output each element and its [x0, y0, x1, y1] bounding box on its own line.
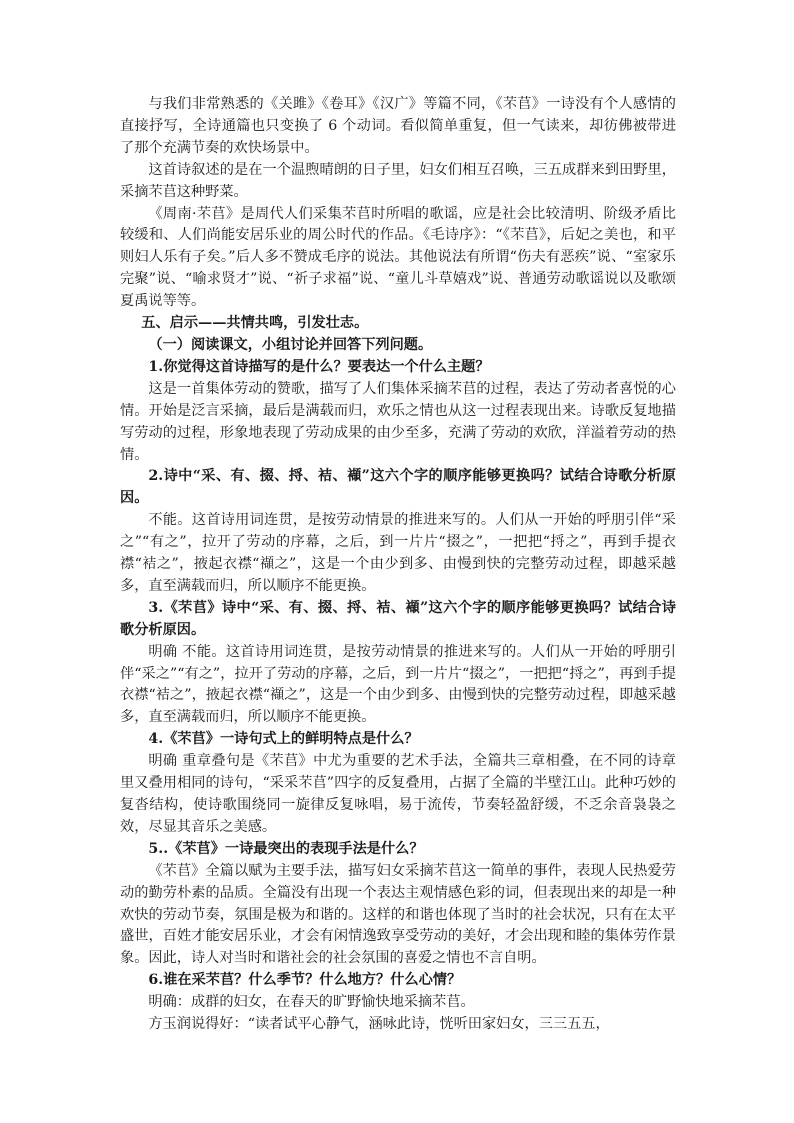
question-6: 6.谁在采芣苢？什么季节？什么地方？什么心情？ — [148, 972, 462, 989]
question-5: 5..《芣苢》一诗最突出的表现手法是什么？ — [148, 840, 424, 857]
answer-1: 这是一首集体劳动的赞歌，描写了人们集体采摘芣苢的过程，表达了劳动者喜悦的心情。开始是泛言采摘，最后是满载而归，欢乐之情也从这一过程表现出来。诗歌反复地描写劳动的过程，形象地表现了劳动成果的由少至多，充满了劳动的欢欣，洋溢着劳动的热情。 — [120, 380, 676, 463]
paragraph-quote: 方玉润说得好：“读者试平心静气，涵咏此诗，恍听田家妇女，三三五五， — [148, 1016, 610, 1033]
paragraph-narration: 这首诗叙述的是在一个温煦晴朗的日子里，妇女们相互召唤，三五成群来到田野里，采摘芣苢这种野菜。 — [120, 161, 676, 200]
paragraph-background: 《周南·芣苢》是周代人们采集芣苢时所唱的歌谣，应是社会比较清明、阶级矛盾比较缓和、人们尚能安居乐业的周公时代的作品。《毛诗序》：“《芣苢》，后妃之美也，和平则妇人乐有子矣。”后人多不赞成毛序的说法。其他说法有所谓“伤夫有恶疾”说、“室家乐完聚”说、“喻求贤才”说、“祈子求福”说、“童儿斗草嬉戏”说、普通劳动歌谣说以及歌颂夏禹说等等。 — [120, 205, 676, 310]
question-2: 2.诗中“采、有、掇、捋、袺、襭”这六个字的顺序能够更换吗？试结合诗歌分析原因。 — [120, 468, 676, 507]
subsection-heading: （一）阅读课文，小组讨论并回答下列问题。 — [148, 336, 433, 353]
answer-6: 明确：成群的妇女，在春天的旷野愉快地采摘芣苢。 — [148, 994, 475, 1011]
paragraph-intro: 与我们非常熟悉的《关雎》《卷耳》《汉广》等篇不同，《芣苢》一诗没有个人感情的直接抒写，全诗通篇也只变换了 6 个动词。看似简单重复，但一气读来，却彷佛被带进了那个充满节奏的欢快场景中。 — [120, 96, 676, 156]
answer-4: 明确 重章叠句是《芣苢》中尤为重要的艺术手法，全篇共三章相叠，在不同的诗章里又叠用相同的诗句，“采采芣苢”四字的反复叠用，占据了全篇的半壁江山。此种巧妙的复沓结构，使诗歌围绕同一旋律反复咏唱，易于流传，节奏轻盈舒缓，不乏余音袅袅之效，尽显其音乐之美感。 — [120, 753, 676, 835]
section-heading: 五、启示——共情共鸣，引发壮志。 — [141, 315, 369, 332]
document-body — [120, 94, 676, 1036]
question-3: 3.《芣苢》诗中“采、有、掇、捋、袺、襭”这六个字的顺序能够更换吗？试结合诗歌分析原因。 — [120, 599, 676, 638]
question-1: 1.你觉得这首诗描写的是什么？要表达一个什么主题？ — [148, 358, 490, 375]
question-4: 4.《芣苢》一诗句式上的鲜明特点是什么？ — [148, 731, 419, 748]
answer-3: 明确 不能。这首诗用词连贯，是按劳动情景的推进来写的。人们从一开始的呼朋引伴“采之”“有之”，拉开了劳动的序幕，之后，到一片片“掇之”，一把把“捋之”，再到手提衣襟“袺之”，掖起衣襟“襭之”，这是一个由少到多、由慢到快的完整劳动过程，即越采越多，直至满载而归，所以顺序不能更换。 — [120, 643, 676, 726]
answer-2: 不能。这首诗用词连贯，是按劳动情景的推进来写的。人们从一开始的呼朋引伴“采之”“有之”，拉开了劳动的序幕，之后，到一片片“掇之”，一把把“捋之”，再到手提衣襟“袺之”，掖起衣襟“襭之”，这是一个由少到多、由慢到快的完整劳动过程，即越采越多，直至满载而归，所以顺序不能更换。 — [120, 512, 676, 594]
answer-5: 《芣苢》全篇以赋为主要手法，描写妇女采摘芣苢这一简单的事件，表现人民热爱劳动的勤劳朴素的品质。全篇没有出现一个表达主观情感色彩的词，但表现出来的却是一种欢快的劳动节奏，氛围是极为和谐的。这样的和谐也体现了当时的社会状况，只有在太平盛世，百姓才能安居乐业，才会有闲情逸致享受劳动的美好，才会出现和睦的集体劳作景象。因此，诗人对当时和谐社会的社会氛围的喜爱之情也不言自明。 — [120, 862, 676, 967]
